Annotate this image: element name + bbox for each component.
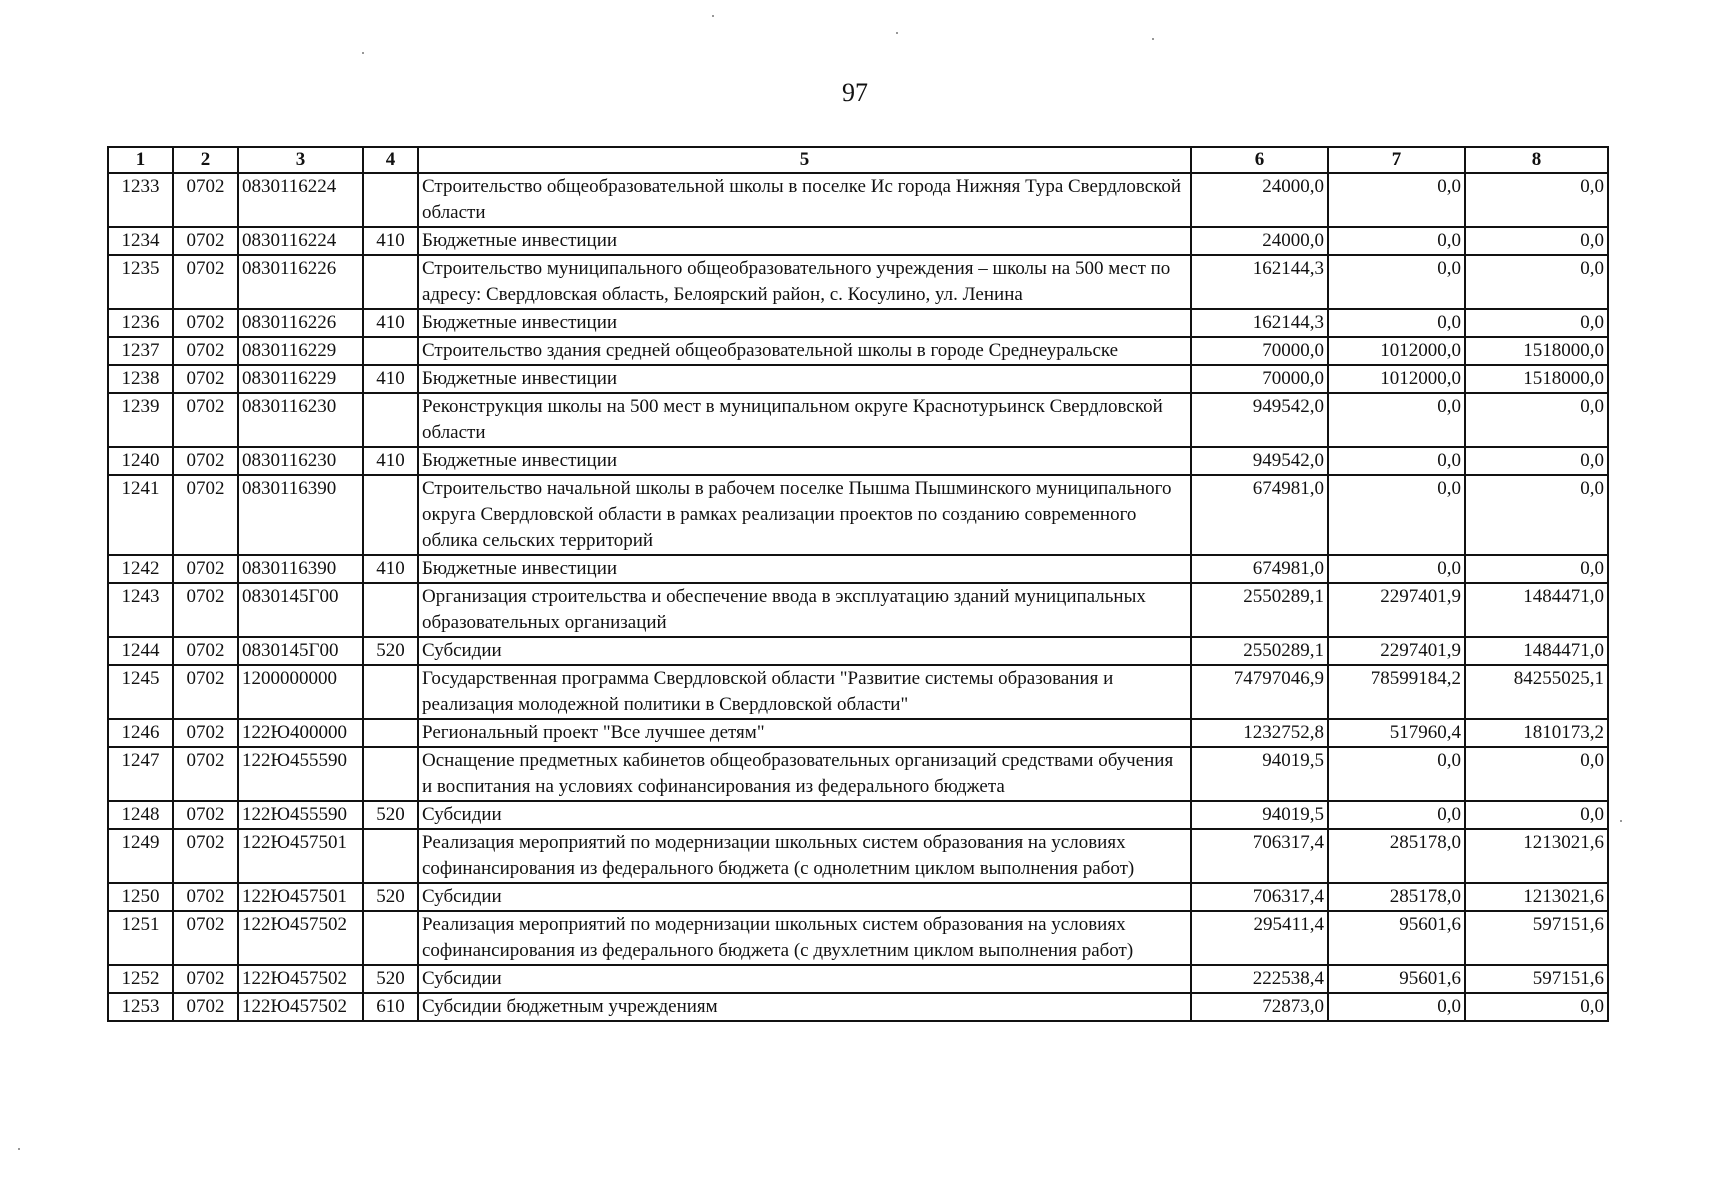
- item-name: Реализация мероприятий по модернизации школьных систем образования на условиях софинансирования из федерального бюджета (с двухлетним циклом выполнения работ): [418, 911, 1191, 965]
- section-code: 0702: [173, 393, 238, 447]
- expense-type-code: [363, 665, 418, 719]
- target-article-code: 122Ю457501: [238, 883, 363, 911]
- page-number: 97: [842, 78, 868, 107]
- table-row: [108, 255, 1608, 309]
- expense-type-code: [363, 173, 418, 227]
- item-name: Организация строительства и обеспечение ввода в эксплуатацию зданий муниципальных образовательных организаций: [418, 583, 1191, 637]
- row-number: 1239: [108, 393, 173, 447]
- row-number: 1248: [108, 801, 173, 829]
- target-article-code: 122Ю455590: [238, 801, 363, 829]
- section-code: 0702: [173, 801, 238, 829]
- section-code: 0702: [173, 993, 238, 1021]
- expense-type-code: 410: [363, 447, 418, 475]
- table-row: [108, 719, 1608, 747]
- item-name: Бюджетные инвестиции: [418, 309, 1191, 337]
- amount-col-8: 1213021,6: [1465, 829, 1608, 883]
- amount-col-7: 2297401,9: [1328, 637, 1465, 665]
- item-name: Реконструкция школы на 500 мест в муниципальном округе Краснотурьинск Свердловской области: [418, 393, 1191, 447]
- scan-speck: [896, 32, 898, 34]
- expense-type-code: [363, 911, 418, 965]
- target-article-code: 0830116224: [238, 227, 363, 255]
- amount-col-7: 1012000,0: [1328, 337, 1465, 365]
- section-code: 0702: [173, 965, 238, 993]
- amount-col-7: 2297401,9: [1328, 583, 1465, 637]
- table-row: [108, 337, 1608, 365]
- row-number: 1236: [108, 309, 173, 337]
- amount-col-8: 0,0: [1465, 255, 1608, 309]
- item-name: Бюджетные инвестиции: [418, 227, 1191, 255]
- amount-col-7: 0,0: [1328, 227, 1465, 255]
- header-cell: 7: [1328, 147, 1465, 173]
- header-cell: 1: [108, 147, 173, 173]
- amount-col-6: 162144,3: [1191, 309, 1328, 337]
- section-code: 0702: [173, 829, 238, 883]
- amount-col-8: 1518000,0: [1465, 365, 1608, 393]
- amount-col-8: 0,0: [1465, 173, 1608, 227]
- expense-type-code: [363, 747, 418, 801]
- amount-col-7: 95601,6: [1328, 911, 1465, 965]
- target-article-code: 0830145Г00: [238, 583, 363, 637]
- section-code: 0702: [173, 227, 238, 255]
- expense-type-code: 520: [363, 965, 418, 993]
- header-cell: 5: [418, 147, 1191, 173]
- table-row: [108, 583, 1608, 637]
- amount-col-7: 0,0: [1328, 747, 1465, 801]
- amount-col-8: 597151,6: [1465, 965, 1608, 993]
- amount-col-6: 949542,0: [1191, 447, 1328, 475]
- target-article-code: 1200000000: [238, 665, 363, 719]
- amount-col-7: 285178,0: [1328, 883, 1465, 911]
- item-name: Бюджетные инвестиции: [418, 447, 1191, 475]
- item-name: Оснащение предметных кабинетов общеобразовательных организаций средствами обучения и воспитания на условиях софинансирования из федерального бюджета: [418, 747, 1191, 801]
- amount-col-8: 0,0: [1465, 227, 1608, 255]
- item-name: Субсидии бюджетным учреждениям: [418, 993, 1191, 1021]
- amount-col-6: 74797046,9: [1191, 665, 1328, 719]
- item-name: Строительство начальной школы в рабочем поселке Пышма Пышминского муниципального округа Свердловской области в рамках реализации проектов по созданию современного облика сельских территорий: [418, 475, 1191, 555]
- scan-speck: [1152, 38, 1154, 40]
- section-code: 0702: [173, 719, 238, 747]
- section-code: 0702: [173, 475, 238, 555]
- amount-col-6: 949542,0: [1191, 393, 1328, 447]
- target-article-code: 0830116226: [238, 255, 363, 309]
- table-row: [108, 965, 1608, 993]
- row-number: 1233: [108, 173, 173, 227]
- expense-type-code: 410: [363, 309, 418, 337]
- row-number: 1244: [108, 637, 173, 665]
- amount-col-6: 24000,0: [1191, 227, 1328, 255]
- expense-type-code: [363, 829, 418, 883]
- table-row: [108, 447, 1608, 475]
- amount-col-7: 0,0: [1328, 801, 1465, 829]
- row-number: 1238: [108, 365, 173, 393]
- amount-col-6: 222538,4: [1191, 965, 1328, 993]
- table-row: [108, 173, 1608, 227]
- row-number: 1242: [108, 555, 173, 583]
- target-article-code: 122Ю400000: [238, 719, 363, 747]
- amount-col-8: 0,0: [1465, 447, 1608, 475]
- row-number: 1237: [108, 337, 173, 365]
- row-number: 1235: [108, 255, 173, 309]
- expense-type-code: 410: [363, 555, 418, 583]
- item-name: Государственная программа Свердловской области "Развитие системы образования и реализация молодежной политики в Свердловской области": [418, 665, 1191, 719]
- amount-col-7: 95601,6: [1328, 965, 1465, 993]
- amount-col-8: 1484471,0: [1465, 637, 1608, 665]
- amount-col-7: 0,0: [1328, 475, 1465, 555]
- amount-col-8: 1518000,0: [1465, 337, 1608, 365]
- amount-col-7: 0,0: [1328, 393, 1465, 447]
- target-article-code: 122Ю457502: [238, 993, 363, 1021]
- amount-col-6: 94019,5: [1191, 801, 1328, 829]
- amount-col-6: 295411,4: [1191, 911, 1328, 965]
- section-code: 0702: [173, 555, 238, 583]
- row-number: 1253: [108, 993, 173, 1021]
- item-name: Бюджетные инвестиции: [418, 555, 1191, 583]
- section-code: 0702: [173, 665, 238, 719]
- table-row: [108, 393, 1608, 447]
- amount-col-8: 597151,6: [1465, 911, 1608, 965]
- amount-col-6: 706317,4: [1191, 883, 1328, 911]
- table-row: [108, 309, 1608, 337]
- scan-speck: [712, 15, 714, 17]
- amount-col-8: 0,0: [1465, 309, 1608, 337]
- row-number: 1251: [108, 911, 173, 965]
- amount-col-8: 1810173,2: [1465, 719, 1608, 747]
- item-name: Субсидии: [418, 637, 1191, 665]
- amount-col-6: 70000,0: [1191, 365, 1328, 393]
- expense-type-code: 410: [363, 227, 418, 255]
- expense-type-code: 520: [363, 801, 418, 829]
- expense-type-code: 610: [363, 993, 418, 1021]
- expense-type-code: [363, 475, 418, 555]
- item-name: Бюджетные инвестиции: [418, 365, 1191, 393]
- target-article-code: 0830116224: [238, 173, 363, 227]
- expense-type-code: 520: [363, 883, 418, 911]
- target-article-code: 0830116390: [238, 475, 363, 555]
- amount-col-6: 1232752,8: [1191, 719, 1328, 747]
- section-code: 0702: [173, 583, 238, 637]
- item-name: Региональный проект "Все лучшее детям": [418, 719, 1191, 747]
- scan-speck: [362, 52, 364, 54]
- section-code: 0702: [173, 309, 238, 337]
- target-article-code: 122Ю457502: [238, 911, 363, 965]
- item-name: Субсидии: [418, 965, 1191, 993]
- expense-type-code: [363, 393, 418, 447]
- target-article-code: 0830145Г00: [238, 637, 363, 665]
- section-code: 0702: [173, 637, 238, 665]
- amount-col-6: 674981,0: [1191, 555, 1328, 583]
- section-code: 0702: [173, 883, 238, 911]
- expense-type-code: [363, 583, 418, 637]
- target-article-code: 0830116390: [238, 555, 363, 583]
- amount-col-8: 1484471,0: [1465, 583, 1608, 637]
- amount-col-7: 0,0: [1328, 555, 1465, 583]
- table-row: [108, 637, 1608, 665]
- table-row: [108, 883, 1608, 911]
- amount-col-8: 0,0: [1465, 555, 1608, 583]
- table-row: [108, 365, 1608, 393]
- header-cell: 2: [173, 147, 238, 173]
- amount-col-6: 24000,0: [1191, 173, 1328, 227]
- expense-type-code: 520: [363, 637, 418, 665]
- row-number: 1234: [108, 227, 173, 255]
- expense-type-code: 410: [363, 365, 418, 393]
- table-row: [108, 829, 1608, 883]
- amount-col-7: 517960,4: [1328, 719, 1465, 747]
- amount-col-6: 674981,0: [1191, 475, 1328, 555]
- expense-type-code: [363, 337, 418, 365]
- row-number: 1243: [108, 583, 173, 637]
- table-row: [108, 475, 1608, 555]
- header-cell: 6: [1191, 147, 1328, 173]
- amount-col-6: 706317,4: [1191, 829, 1328, 883]
- section-code: 0702: [173, 173, 238, 227]
- item-name: Субсидии: [418, 801, 1191, 829]
- section-code: 0702: [173, 365, 238, 393]
- amount-col-6: 94019,5: [1191, 747, 1328, 801]
- item-name: Субсидии: [418, 883, 1191, 911]
- row-number: 1252: [108, 965, 173, 993]
- amount-col-7: 0,0: [1328, 255, 1465, 309]
- target-article-code: 0830116230: [238, 393, 363, 447]
- header-row: [108, 147, 1608, 173]
- section-code: 0702: [173, 337, 238, 365]
- item-name: Строительство общеобразовательной школы в поселке Ис города Нижняя Тура Свердловской области: [418, 173, 1191, 227]
- section-code: 0702: [173, 747, 238, 801]
- amount-col-8: 84255025,1: [1465, 665, 1608, 719]
- header-cell: 8: [1465, 147, 1608, 173]
- table-row: [108, 555, 1608, 583]
- row-number: 1245: [108, 665, 173, 719]
- target-article-code: 0830116230: [238, 447, 363, 475]
- amount-col-7: 285178,0: [1328, 829, 1465, 883]
- row-number: 1247: [108, 747, 173, 801]
- target-article-code: 0830116226: [238, 309, 363, 337]
- amount-col-7: 0,0: [1328, 173, 1465, 227]
- section-code: 0702: [173, 255, 238, 309]
- amount-col-7: 1012000,0: [1328, 365, 1465, 393]
- target-article-code: 122Ю457501: [238, 829, 363, 883]
- table-row: [108, 227, 1608, 255]
- row-number: 1246: [108, 719, 173, 747]
- table-row: [108, 911, 1608, 965]
- amount-col-8: 1213021,6: [1465, 883, 1608, 911]
- table-row: [108, 801, 1608, 829]
- item-name: Строительство здания средней общеобразовательной школы в городе Среднеуральске: [418, 337, 1191, 365]
- scan-speck: [1620, 820, 1622, 822]
- header-cell: 4: [363, 147, 418, 173]
- amount-col-8: 0,0: [1465, 393, 1608, 447]
- amount-col-7: 0,0: [1328, 447, 1465, 475]
- row-number: 1250: [108, 883, 173, 911]
- amount-col-8: 0,0: [1465, 475, 1608, 555]
- section-code: 0702: [173, 447, 238, 475]
- table-body: [108, 173, 1608, 1021]
- amount-col-7: 0,0: [1328, 309, 1465, 337]
- item-name: Строительство муниципального общеобразовательного учреждения – школы на 500 мест по адресу: Свердловская область, Белоярский район, с. Косулино, ул. Ленина: [418, 255, 1191, 309]
- amount-col-6: 70000,0: [1191, 337, 1328, 365]
- amount-col-8: 0,0: [1465, 747, 1608, 801]
- target-article-code: 0830116229: [238, 337, 363, 365]
- target-article-code: 0830116229: [238, 365, 363, 393]
- budget-table: [107, 146, 1609, 1022]
- amount-col-6: 162144,3: [1191, 255, 1328, 309]
- amount-col-7: 78599184,2: [1328, 665, 1465, 719]
- amount-col-7: 0,0: [1328, 993, 1465, 1021]
- amount-col-8: 0,0: [1465, 993, 1608, 1021]
- expense-type-code: [363, 255, 418, 309]
- row-number: 1240: [108, 447, 173, 475]
- scan-speck: [18, 1148, 20, 1150]
- header-cell: 3: [238, 147, 363, 173]
- row-number: 1249: [108, 829, 173, 883]
- table-row: [108, 747, 1608, 801]
- row-number: 1241: [108, 475, 173, 555]
- item-name: Реализация мероприятий по модернизации школьных систем образования на условиях софинансирования из федерального бюджета (с однолетним циклом выполнения работ): [418, 829, 1191, 883]
- amount-col-8: 0,0: [1465, 801, 1608, 829]
- amount-col-6: 2550289,1: [1191, 637, 1328, 665]
- section-code: 0702: [173, 911, 238, 965]
- amount-col-6: 2550289,1: [1191, 583, 1328, 637]
- expense-type-code: [363, 719, 418, 747]
- target-article-code: 122Ю457502: [238, 965, 363, 993]
- table-row: [108, 993, 1608, 1021]
- table-row: [108, 665, 1608, 719]
- target-article-code: 122Ю455590: [238, 747, 363, 801]
- amount-col-6: 72873,0: [1191, 993, 1328, 1021]
